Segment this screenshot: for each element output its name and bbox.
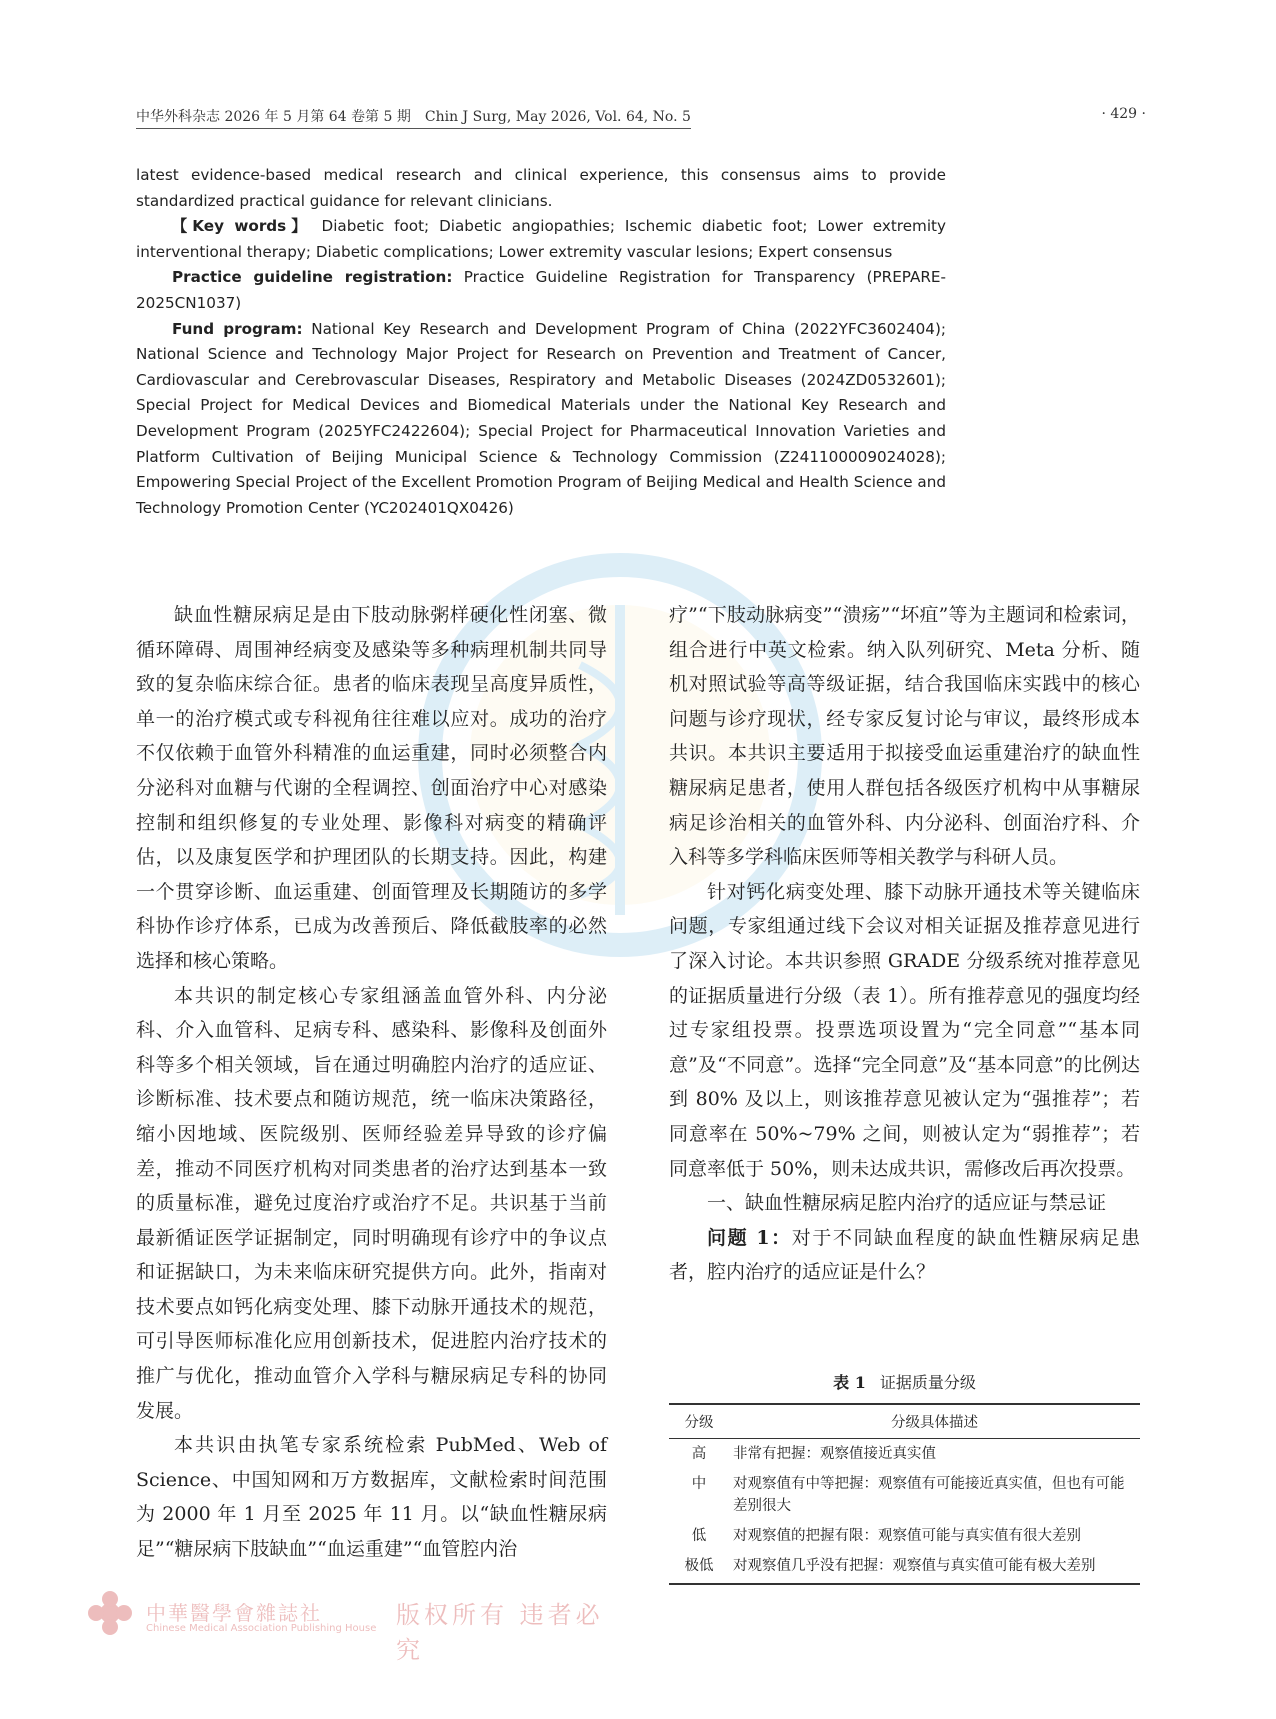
publisher-name-cn: 中華醫學會雜誌社 <box>146 1601 322 1625</box>
page-number: · 429 · <box>1101 106 1146 122</box>
keywords <box>136 214 946 265</box>
grade-cell: 高 <box>691 1446 707 1462</box>
evidence-table <box>669 1370 1140 1585</box>
fund-text: National Key Research and Development Program of China (2022YFC3602404); National Science and Technology Major Project for Research on Prevention and Treatment of Cancer, Cardiovascular and Cerebrovascular Diseases, Respiratory and Metabolic Diseases (2024ZD0532601); Special Project for Medical Devices and Biomedical Materials under the National Key Research and Development Program (2025YFC2422604); Special Project for Pharmaceutical Innovation Varieties and Platform Cultivation of Beijing Municipal Science & Technology Commission (Z241100009024028); Empowering Special Project of the Excellent Promotion Program of Beijing Medical and Health Science and Technology Promotion Center (YC202401QX0426) <box>136 319 946 517</box>
grade-cell: 极低 <box>669 1551 729 1584</box>
section-heading: 一、缺血性糖尿病足腔内治疗的适应证与禁忌证 <box>707 1192 1107 1215</box>
keywords-text: Diabetic foot; Diabetic angiopathies; Ischemic diabetic foot; Lower extremity interventional therapy; Diabetic complications; Lower extremity vascular lesions; Expert consensus <box>136 217 946 261</box>
running-header <box>136 106 1146 126</box>
table-row <box>669 1521 1140 1551</box>
question-label: 问题 1： <box>707 1226 792 1249</box>
table-label: 表 1 <box>833 1373 866 1392</box>
question-text: 对于不同缺血程度的缺血性糖尿病足患者，腔内治疗的适应证是什么？ <box>669 1226 1140 1284</box>
description-cell: 对观察值的把握有限：观察值可能与真实值有很大差别 <box>733 1528 1081 1544</box>
table-header-row <box>669 1404 1140 1439</box>
fund-program <box>136 317 946 522</box>
paragraph-expert-group: 本共识的制定核心专家组涵盖血管外科、内分泌科、介入血管科、足病专科、感染科、影像科及创面外科等多个相关领域，旨在通过明确腔内治疗的适应证、诊断标准、技术要点和随访规范，统一临床决策路径，缩小因地域、医院级别、医师经验差异导致的诊疗偏差，推动不同医疗机构对同类患者的治疗达到基本一致的质量标准，避免过度治疗或治疗不足。共识基于当前最新循证医学证据制定，同时明确现有诊疗中的争议点和证据缺口，为未来临床研究提供方向。此外，指南对技术要点如钙化病变处理、膝下动脉开通技术的规范，可引导医师标准化应用创新技术，促进腔内治疗技术的推广与优化，推动血管介入学科与糖尿病足专科的协同发展。 <box>136 984 607 1422</box>
grade-cell: 低 <box>691 1528 707 1544</box>
body-column-left <box>136 598 607 1567</box>
header-description: 分级具体描述 <box>729 1404 1140 1439</box>
paragraph-intro: 缺血性糖尿病足是由下肢动脉粥样硬化性闭塞、微循环障碍、周围神经病变及感染等多种病理机制共同导致的复杂临床综合征。患者的临床表现呈高度异质性，单一的治疗模式或专科视角往往难以应对。成功的治疗不仅依赖于血管外科精准的血运重建，同时必须整合内分泌科对血糖与代谢的全程调控、创面治疗中心对感染控制和组织修复的专业处理、影像科对病变的精确评估，以及康复医学和护理团队的长期支持。因此，构建一个贯穿诊断、血运重建、创面管理及长期随访的多学科协作诊疗体系，已成为改善预后、降低截肢率的必然选择和核心策略。 <box>136 604 607 972</box>
table-row <box>669 1469 1140 1521</box>
keywords-label: 【Key words】 <box>172 217 312 236</box>
publisher-logo <box>86 1589 606 1664</box>
paragraph-methods: 本共识由执笔专家系统检索 PubMed、Web of Science、中国知网和万方数据库，文献检索时间范围为 2000 年 1 月至 2025 年 11 月。以“缺血性糖尿病足”“糖尿病下肢缺血”“血运重建”“血管腔内治 <box>136 1434 607 1561</box>
flower-icon <box>86 1589 134 1637</box>
registration <box>136 265 946 316</box>
registration-label: Practice guideline registration: <box>172 268 453 287</box>
header-grade: 分级 <box>669 1404 729 1439</box>
copyright-stamp: 版权所有 违者必究 <box>396 1601 604 1664</box>
registration-text: Practice Guideline Registration for Transparency (PREPARE-2025CN1037) <box>136 268 947 312</box>
paragraph-grade: 针对钙化病变处理、膝下动脉开通技术等关键临床问题，专家组通过线下会议对相关证据及推荐意见进行了深入讨论。本共识参照 GRADE 分级系统对推荐意见的证据质量进行分级（表 1）。所有推荐意见的强度均经过专家组投票。投票选项设置为“完全同意”“基本同意”及“不同意”。选择“完全同意”及“基本同意”的比例达到 80% 及以上，则该推荐意见被认定为“强推荐”；若同意率在 50%~79% 之间，则被认定为“弱推荐”；若同意率低于 50%，则未达成共识，需修改后再次投票。 <box>669 880 1140 1180</box>
abstract-continuation: latest evidence-based medical research and clinical experience, this consensus aims to provide standardized practical guidance for relevant clinicians. <box>136 166 946 210</box>
journal-citation: 中华外科杂志 2026 年 5 月第 64 卷第 5 期 Chin J Surg, May 2026, Vol. 64, No. 5 <box>136 106 691 129</box>
description-cell: 非常有把握：观察值接近真实值 <box>733 1446 936 1462</box>
fund-label: Fund program: <box>172 319 303 338</box>
description-cell: 对观察值几乎没有把握：观察值与真实值可能有极大差别 <box>729 1551 1140 1584</box>
grade-table <box>669 1403 1140 1585</box>
grade-cell: 中 <box>691 1476 707 1492</box>
description-cell: 对观察值有中等把握：观察值有可能接近真实值，但也有可能差别很大 <box>733 1476 1125 1514</box>
table-row <box>669 1551 1140 1584</box>
paragraph-methods-cont: 疗”“下肢动脉病变”“溃疡”“坏疽”等为主题词和检索词，组合进行中英文检索。纳入队列研究、Meta 分析、随机对照试验等高等级证据，结合我国临床实践中的核心问题与诊疗现状，经专家反复讨论与审议，最终形成本共识。本共识主要适用于拟接受血运重建治疗的缺血性糖尿病足患者，使用人群包括各级医疗机构中从事糖尿病足诊治相关的血管外科、内分泌科、创面治疗科、介入科等多学科临床医师等相关教学与科研人员。 <box>669 604 1140 869</box>
english-abstract <box>136 163 946 521</box>
body-column-right <box>669 598 1140 1290</box>
table-row <box>669 1439 1140 1470</box>
question-1 <box>669 1221 1140 1290</box>
table-caption <box>669 1370 1140 1393</box>
publisher-name-en: Chinese Medical Association Publishing House <box>146 1623 377 1634</box>
table-title: 证据质量分级 <box>879 1373 976 1392</box>
